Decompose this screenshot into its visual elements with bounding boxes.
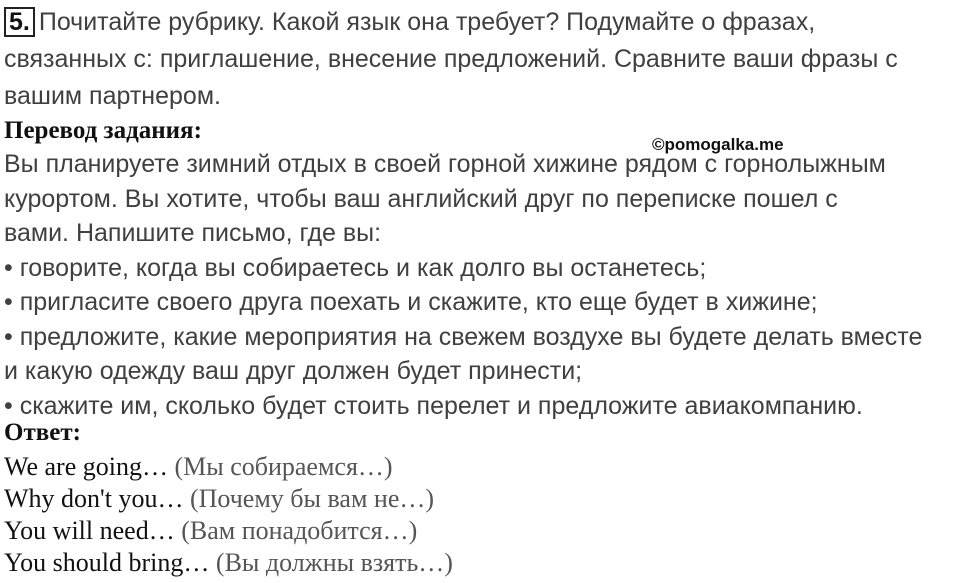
answer-row bbox=[4, 547, 453, 579]
answer-phrase-en: You should bring… bbox=[4, 548, 210, 577]
translation-line: Вы планируете зимний отдых в своей горной хижине рядом с горнолыжным bbox=[4, 150, 886, 178]
task-line bbox=[4, 4, 954, 41]
answer-phrase-en: You will need… bbox=[4, 516, 175, 545]
translation-line: • говорите, когда вы собираетесь и как долго вы останетесь; bbox=[4, 253, 707, 282]
translation-line: • пригласите своего друга поехать и скажите, кто еще будет в хижине; bbox=[4, 288, 818, 316]
answer-row bbox=[4, 483, 453, 515]
answer-row bbox=[4, 451, 453, 483]
answer-phrase-ru: (Почему бы вам не…) bbox=[189, 484, 435, 513]
answer-phrase-ru: (Вы должны взять…) bbox=[215, 548, 453, 577]
answer-phrase-ru: (Вам понадобится…) bbox=[181, 516, 418, 545]
answer-heading: Ответ: bbox=[4, 419, 81, 446]
translation-text bbox=[4, 147, 960, 423]
task-line: вашим партнером. bbox=[4, 82, 221, 110]
watermark: ©pomogalka.me bbox=[652, 135, 784, 154]
task-line-text: Почитайте рубрику. Какой язык она требует? Подумайте о фразах, bbox=[38, 8, 816, 36]
translation-line: вами. Напишите письмо, где вы: bbox=[4, 219, 382, 247]
answer-phrase-en: Why don't you… bbox=[4, 484, 184, 513]
translation-line: и какую одежду ваш друг должен будет принести; bbox=[4, 357, 583, 385]
translation-heading: Перевод задания: bbox=[4, 117, 202, 144]
answer-list bbox=[4, 451, 453, 579]
translation-line: курортом. Вы хотите, чтобы ваш английский друг по переписке пошел с bbox=[4, 184, 838, 213]
task-text bbox=[4, 4, 954, 115]
task-line: связанных с: приглашение, внесение предложений. Сравните ваши фразы с bbox=[4, 45, 898, 73]
task-number: 5. bbox=[4, 7, 35, 37]
answer-phrase-ru: (Мы собираемся…) bbox=[174, 452, 393, 481]
answer-row bbox=[4, 515, 453, 547]
answer-phrase-en: We are going… bbox=[4, 452, 168, 481]
translation-line: • скажите им, сколько будет стоить перелет и предложите авиакомпанию. bbox=[4, 391, 863, 420]
translation-line: • предложите, какие мероприятия на свежем воздухе вы будете делать вместе bbox=[4, 322, 923, 351]
